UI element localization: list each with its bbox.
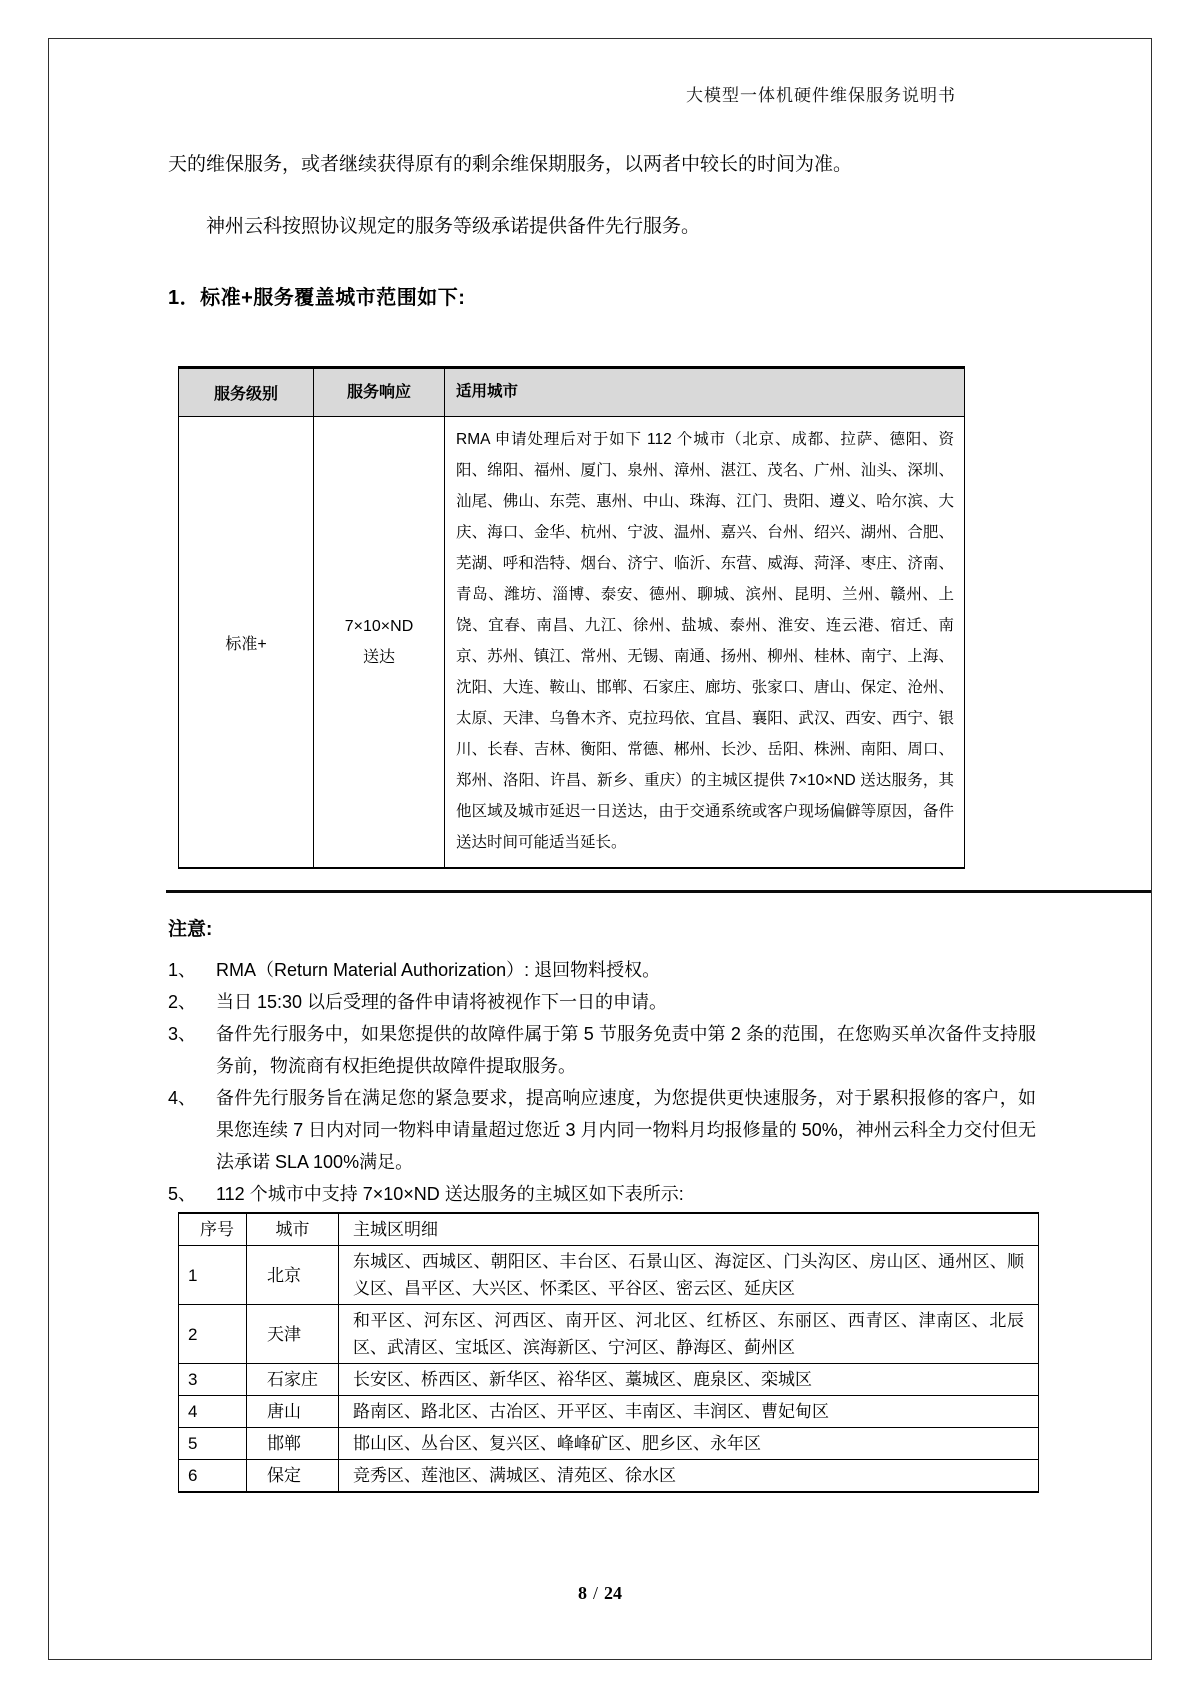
paragraph-service-commitment: 神州云科按照协议规定的服务等级承诺提供备件先行服务。 (206, 215, 701, 237)
column-header-service-response: 服务响应 (314, 368, 445, 417)
cell-city: 北京 (247, 1246, 339, 1305)
cell-city: 石家庄 (247, 1364, 339, 1396)
notes-list (168, 954, 1036, 1210)
note-item-2 (168, 986, 1036, 1018)
district-row-baoding (179, 1460, 1039, 1493)
note-text: 备件先行服务中，如果您提供的故障件属于第 5 节服务免责中第 2 条的范围，在您购买单次备件支持服务前，物流商有权拒绝提供故障件提取服务。 (216, 1024, 1036, 1077)
column-header-service-level: 服务级别 (179, 368, 314, 417)
page-number-current: 8 (577, 1583, 587, 1603)
note-number: 4、 (168, 1088, 197, 1109)
district-row-tangshan (179, 1396, 1039, 1428)
service-response-line2: 送达 (362, 649, 395, 667)
paragraph-warranty-continuation: 天的维保服务，或者继续获得原有的剩余维保期服务，以两者中较长的时间为准。 (168, 154, 853, 175)
district-row-beijing (179, 1246, 1039, 1305)
district-table-header-row (179, 1213, 1039, 1246)
header-title: 大模型一体机硬件维保服务说明书 (686, 86, 956, 105)
page-footer (0, 1583, 1200, 1604)
note-number: 5、 (168, 1184, 197, 1205)
service-coverage-table (178, 366, 965, 869)
service-table-header-row (179, 368, 965, 417)
section-divider-rule (166, 890, 1152, 893)
column-header-city: 城市 (247, 1213, 339, 1246)
cell-index: 4 (179, 1396, 247, 1428)
document-header (168, 81, 1036, 106)
cell-city: 邯郸 (247, 1428, 339, 1460)
cell-applicable-cities: RMA 申请处理后对于如下 112 个城市（北京、成都、拉萨、德阳、资阳、绵阳、福州、厦门、泉州、漳州、湛江、茂名、广州、汕头、深圳、汕尾、佛山、东莞、惠州、中山、珠海、江门、贵阳、遵义、哈尔滨、大庆、海口、金华、杭州、宁波、温州、嘉兴、台州、绍兴、湖州、合肥、芜湖、呼和浩特、烟台、济宁、临沂、东营、威海、菏泽、枣庄、济南、青岛、潍坊、淄博、泰安、德州、聊城、滨州、昆明、兰州、赣州、上饶、宜春、南昌、九江、徐州、盐城、泰州、淮安、连云港、宿迁、南京、苏州、镇江、常州、无锡、南通、扬州、柳州、桂林、南宁、上海、沈阳、大连、鞍山、邯郸、石家庄、廊坊、张家口、唐山、保定、沧州、太原、天津、乌鲁木齐、克拉玛依、宜昌、襄阳、武汉、西安、西宁、银川、长春、吉林、衡阳、常德、郴州、长沙、岳阳、株洲、南阳、周口、郑州、洛阳、许昌、新乡、重庆）的主城区提供 7×10×ND 送达服务，其他区域及城市延迟一日送达，由于交通系统或客户现场偏僻等原因，备件送达时间可能适当延长。 (445, 417, 965, 869)
column-header-index: 序号 (179, 1213, 247, 1246)
note-item-5 (168, 1178, 1036, 1210)
cell-districts: 竞秀区、莲池区、满城区、清苑区、徐水区 (339, 1460, 1039, 1493)
note-number: 3、 (168, 1024, 197, 1045)
cell-districts: 长安区、桥西区、新华区、裕华区、藁城区、鹿泉区、栾城区 (339, 1364, 1039, 1396)
cell-index: 6 (179, 1460, 247, 1493)
note-text: 当日 15:30 以后受理的备件申请将被视作下一日的申请。 (216, 992, 668, 1013)
district-row-handan (179, 1428, 1039, 1460)
cell-districts: 邯山区、丛台区、复兴区、峰峰矿区、肥乡区、永年区 (339, 1428, 1039, 1460)
cell-districts: 和平区、河东区、河西区、南开区、河北区、红桥区、东丽区、西青区、津南区、北辰区、武清区、宝坻区、滨海新区、宁河区、静海区、蓟州区 (339, 1305, 1039, 1364)
cell-districts: 路南区、路北区、古冶区、开平区、丰南区、丰润区、曹妃甸区 (339, 1396, 1039, 1428)
cell-index: 2 (179, 1305, 247, 1364)
note-item-4 (168, 1082, 1036, 1178)
cell-districts: 东城区、西城区、朝阳区、丰台区、石景山区、海淀区、门头沟区、房山区、通州区、顺义区、昌平区、大兴区、怀柔区、平谷区、密云区、延庆区 (339, 1246, 1039, 1305)
page-number-separator: / (592, 1583, 598, 1603)
note-number: 2、 (168, 992, 197, 1013)
cell-service-level: 标准+ (179, 417, 314, 869)
notes-label: 注意: (168, 919, 213, 941)
note-number: 1、 (168, 960, 197, 981)
column-header-applicable-cities: 适用城市 (445, 368, 965, 417)
district-row-tianjin (179, 1305, 1039, 1364)
section-heading: 1．标准+服务覆盖城市范围如下: (168, 287, 466, 310)
note-text: 112 个城市中支持 7×10×ND 送达服务的主城区如下表所示: (216, 1184, 684, 1205)
cell-index: 5 (179, 1428, 247, 1460)
note-item-1 (168, 954, 1036, 986)
service-response-line1: 7×10×ND (344, 618, 414, 636)
page-border-frame (48, 38, 1152, 1660)
service-table-row (179, 417, 965, 869)
note-text: 备件先行服务旨在满足您的紧急要求，提高响应速度，为您提供更快速服务，对于累积报修的客户，如果您连续 7 日内对同一物料申请量超过您近 3 月内同一物料月均报修量的 50%，神州云科全力交付但无法承诺 SLA 100%满足。 (216, 1088, 1036, 1173)
district-table (178, 1212, 1039, 1493)
cell-city: 天津 (247, 1305, 339, 1364)
page-number-total: 24 (604, 1583, 622, 1603)
district-row-shijiazhuang (179, 1364, 1039, 1396)
cell-index: 1 (179, 1246, 247, 1305)
note-text: RMA（Return Material Authorization）: 退回物料授权。 (216, 960, 661, 981)
column-header-district-detail: 主城区明细 (339, 1213, 1039, 1246)
cell-city: 唐山 (247, 1396, 339, 1428)
cell-city: 保定 (247, 1460, 339, 1493)
note-item-3 (168, 1018, 1036, 1082)
cell-index: 3 (179, 1364, 247, 1396)
cell-service-response (314, 417, 445, 869)
